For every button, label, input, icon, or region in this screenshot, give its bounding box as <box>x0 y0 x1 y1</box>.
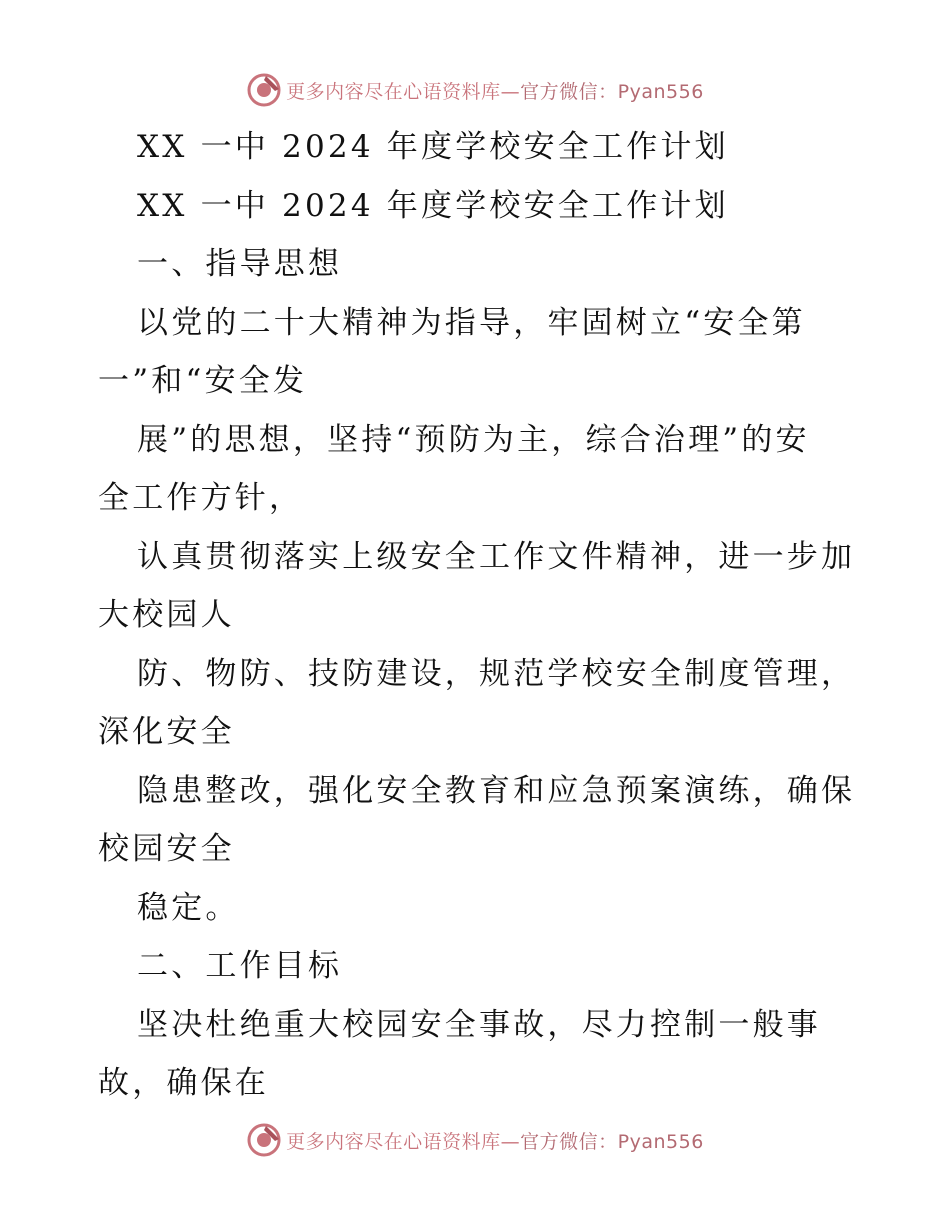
logo-icon <box>246 72 282 108</box>
text-line: 展”的思想，坚持“预防为主，综合治理”的安 <box>137 421 810 458</box>
text-line: 校园安全 <box>98 831 235 867</box>
text-line: 隐患整改，强化安全教育和应急预案演练，确保 <box>137 772 856 809</box>
text-line: 认真贯彻落实上级安全工作文件精神，进一步加 <box>137 538 856 575</box>
header-banner <box>0 70 950 110</box>
text-line: 大校园人 <box>98 597 235 633</box>
text-line: 一”和“安全发 <box>98 363 308 399</box>
text-line: 以党的二十大精神为指导，牢固树立“安全第 <box>137 304 806 341</box>
text-line: XX 一中 2024 年度学校安全工作计划 <box>137 129 729 165</box>
logo-icon <box>246 1122 282 1158</box>
text-line: XX 一中 2024 年度学校安全工作计划 <box>137 187 729 224</box>
banner-text: 更多内容尽在心语资料库—官方微信：Pyan556 <box>286 80 704 103</box>
text-line: 故，确保在 <box>98 1065 269 1101</box>
text-line: 一、指导思想 <box>137 246 343 282</box>
text-line: 防、物防、技防建设，规范学校安全制度管理， <box>137 655 856 692</box>
text-line: 稳定。 <box>137 889 240 926</box>
document-body <box>98 118 868 1113</box>
text-line: 坚决杜绝重大校园安全事故，尽力控制一般事 <box>137 1006 821 1043</box>
text-line: 二、工作目标 <box>137 948 343 984</box>
text-line: 深化安全 <box>98 714 235 750</box>
footer-banner <box>0 1120 950 1160</box>
banner-text: 更多内容尽在心语资料库—官方微信：Pyan556 <box>286 1130 704 1153</box>
text-line: 全工作方针， <box>98 480 304 516</box>
